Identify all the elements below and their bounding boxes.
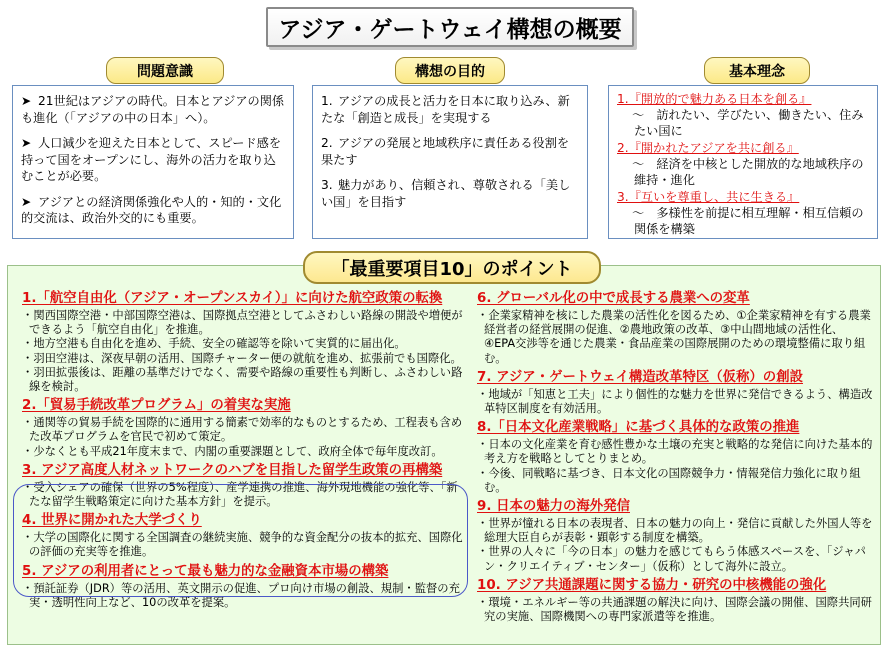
purpose-header: 構想の目的 [395, 57, 505, 84]
item-heading: 5. アジアの利用者にとって最も魅力的な金融資本市場の構築 [22, 563, 389, 579]
item-heading: 2.「貿易手続改革プログラム」の着実な実施 [22, 398, 291, 414]
principle-desc: 〜 多様性を前提に相互理解・相互信頼の関係を構築 [632, 206, 864, 236]
item-bullet: ・大学の国際化に関する全国調査の継続実施、競争的な資金配分の抜本的拡充、国際化の評価の充実等を推進。 [22, 531, 463, 559]
page-title: アジア・ゲートウェイ構想の概要 [266, 7, 634, 47]
item-bullet: ・環境・エネルギー等の共通課題の解決に向け、国際会議の開催、国際共同研究の実施、国際機関への専門家派遣等を推進。 [477, 595, 872, 624]
arrow-bullet-icon: ➤ [21, 136, 32, 150]
item-heading: 4. 世界に開かれた大学づくり [22, 513, 202, 529]
principle-title: 3.『互いを尊重し、共に生きる』 [617, 190, 800, 204]
problem-awareness-header: 問題意識 [106, 57, 224, 84]
principles-box [608, 85, 878, 239]
principle-title: 2.『開かれたアジアを共に創る』 [617, 141, 799, 155]
list-item: 1. アジアの成長と活力を日本に取り込み、新たな「創造と成長」を実現する [321, 94, 570, 125]
list-item: 2. アジアの発展と地域秩序に責任ある役割を果たす [321, 136, 570, 167]
principles-header: 基本理念 [704, 57, 810, 84]
item-bullet: ・預託証券（JDR）等の活用、英文開示の促進、プロ向け市場の創設、規制・監督の充実・透明性向上など、10の改革を提案。 [22, 581, 460, 609]
item-bullet: ・羽田拡張後は、距離の基準だけでなく、需要や路線の重要性も判断し、ふさわしい路線を検討。 [22, 365, 463, 394]
item-bullet: ・通関等の貿易手続を国際的に通用する簡素で効率的なものとするため、工程表も含めた改革プログラムを官民で初めて策定。 [22, 416, 463, 444]
item-bullet: ・世界の人々に「今の日本」の魅力を感じてもらう体感スペースを、「ジャパン・クリエイティブ・センター」（仮称）として海外に設立。 [477, 545, 866, 573]
arrow-bullet-icon: ➤ [21, 194, 32, 209]
principle-title: 1.『開放的で魅力ある日本を創る』 [617, 92, 812, 106]
list-item: 3. 魅力があり、信頼され、尊敬される「美しい国」を目指す [321, 178, 571, 209]
item-bullet: ・日本の文化産業を育む感性豊かな土壌の充実と戦略的な発信に向けた基本的考え方を戦略としてとりまとめ。 [477, 438, 873, 466]
item-heading: 7. アジア・ゲートウェイ構造改革特区（仮称）の創設 [477, 369, 803, 385]
item-heading: 9. 日本の魅力の海外発信 [477, 499, 630, 515]
item-bullet: ・地方空港も自由化を進め、手続、安全の確認等を除いて実質的に届出化。 [22, 337, 406, 351]
item-heading: 3. アジア高度人材ネットワークのハブを目指した留学生政策の再構築 [22, 462, 443, 478]
item-bullet: ・企業家精神を核にした農業の活性化を図るため、①企業家精神を有する農業経営者の経営展開の促進、②農地政策の改革、③中山間地域の活性化、④EPA交渉等を通じた農業・食品産業の国際展開のための環境整備に取り組む。 [477, 309, 871, 365]
item-heading: 1.「航空自由化（アジア・オープンスカイ）」に向けた航空政策の転換 [22, 291, 443, 306]
item-heading: 6. グローバル化の中で成長する農業への変革 [477, 291, 750, 306]
principle-desc: 〜 訪れたい、学びたい、働きたい、住みたい国に [632, 108, 864, 138]
item-bullet: ・地域が「知恵と工夫」により個性的な魅力を世界に発信できるよう、構造改革特区制度を有効活用。 [477, 387, 873, 416]
item-heading: 10. アジア共通課題に関する協力・研究の中核機能の強化 [477, 577, 827, 593]
item-bullet: ・世界が憧れる日本の表現者、日本の魅力の向上・発信に貢献した外国人等を総理大臣自らが表彰・顕彰する制度を構築。 [477, 517, 873, 545]
item-heading: 8.「日本文化産業戦略」に基づく具体的な政策の推進 [477, 420, 800, 436]
list-item: ➤ 人口減少を迎えた日本として、スピード感を持って国をオープンにし、海外の活力を取り込むことが必要。 [21, 136, 282, 183]
list-item: ➤ 21世紀はアジアの時代。日本とアジアの関係も進化（「アジアの中の日本」へ）。 [21, 94, 285, 125]
item-bullet: ・今後、同戦略に基づき、日本文化の国際競争力・情報発信力強化に取り組む。 [477, 466, 861, 494]
item-bullet: ・羽田空港は、深夜早朝の活用、国際チャーター便の就航を進め、拡張前でも国際化。 [22, 351, 462, 365]
top10-right-column [477, 291, 873, 624]
item-bullet: ・関西国際空港・中部国際空港は、国際拠点空港としてふさわしい路線の開設や増便ができるよう「航空自由化」を推進。 [22, 309, 463, 337]
problem-awareness-box [12, 85, 294, 239]
item-bullet: ・受入シェアの確保（世界の5%程度）、産学連携の推進、海外現地機能の強化等、「新たな留学生戦略策定に向けた基本方針」を提示。 [22, 480, 458, 509]
arrow-bullet-icon: ➤ [21, 94, 32, 108]
purpose-box [312, 85, 588, 239]
highlight-outline [13, 484, 468, 597]
principle-desc: 〜 経済を中核とした開放的な地域秩序の維持・進化 [632, 157, 864, 187]
list-item: ➤ アジアとの経済関係強化や人的・知的・文化的交流は、政治外交的にも重要。 [21, 194, 282, 225]
top10-header: 「最重要項目10」のポイント [303, 251, 601, 284]
item-bullet: ・少なくとも平成21年度末まで、内閣の重要課題として、政府全体で毎年度改訂。 [22, 444, 443, 458]
